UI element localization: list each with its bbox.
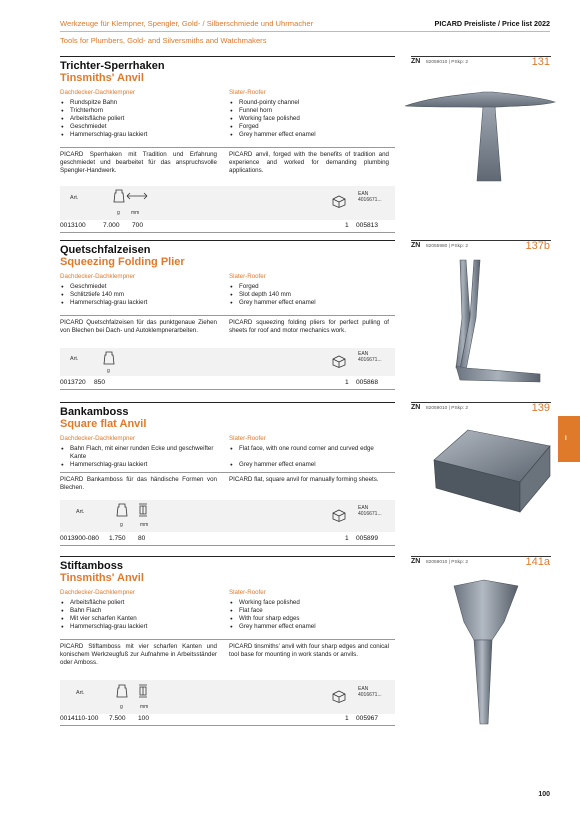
weight-value: 7.500 bbox=[109, 715, 126, 722]
feature-item: ● Schlitztiefe 140 mm bbox=[60, 291, 147, 299]
desc-rule bbox=[60, 472, 395, 473]
ean-label bbox=[358, 351, 382, 363]
category-en: Slater-Roofer bbox=[229, 273, 266, 280]
feature-item: ● Working face polished bbox=[229, 115, 316, 123]
spec-header bbox=[60, 500, 395, 532]
product-title-de: Stiftamboss bbox=[60, 560, 123, 572]
feature-item: ● Round-pointy channel bbox=[229, 99, 316, 107]
art-label: Art. bbox=[76, 690, 85, 696]
ean-title: EAN bbox=[358, 351, 369, 357]
zn-info: 82055980 | PSkp: 2 bbox=[426, 244, 469, 249]
ean-label bbox=[358, 686, 382, 698]
row-rule bbox=[60, 545, 395, 546]
description-en: PICARD anvil, forged with the benefits of tradition and experience and worked for demanding plumbing applications. bbox=[229, 151, 389, 175]
feature-item: ● Working face polished bbox=[229, 599, 316, 607]
package-icon bbox=[332, 690, 346, 703]
art-label: Art. bbox=[76, 509, 85, 515]
product-title-en: Tinsmiths' Anvil bbox=[60, 572, 144, 584]
weight-icon bbox=[113, 189, 125, 203]
description-de: PICARD Sperrhaken mit Tradition und Erfahrung geschmiedet und bearbeitet für das anspruchsvolle Spengler-Handwerk. bbox=[60, 151, 217, 175]
feature-list-de bbox=[60, 283, 147, 307]
feature-item: ● With four sharp edges bbox=[229, 615, 316, 623]
qty-value: 1 bbox=[345, 715, 349, 722]
unit-g: g bbox=[107, 368, 110, 374]
category-en: Slater-Roofer bbox=[229, 435, 266, 442]
unit-g: g bbox=[117, 210, 120, 216]
art-number: 0014110-100 bbox=[60, 715, 99, 722]
length-value: 100 bbox=[138, 715, 150, 722]
length-value: 700 bbox=[132, 222, 144, 229]
package-icon bbox=[332, 355, 346, 368]
desc-rule bbox=[60, 315, 395, 316]
description-en: PICARD tinsmiths' anvil with four sharp edges and conical tool base for mounting in work stands or anvils. bbox=[229, 643, 389, 659]
unit-mm: mm bbox=[140, 704, 149, 710]
feature-list-en bbox=[229, 283, 316, 307]
feature-list-de bbox=[60, 599, 147, 631]
length-value: 80 bbox=[138, 535, 146, 542]
feature-list-de bbox=[60, 445, 220, 469]
weight-value: 1.750 bbox=[109, 535, 126, 542]
category-de: Dachdecker-Dachklempner bbox=[60, 89, 135, 96]
image-head-rule bbox=[411, 56, 551, 57]
feature-item: ● Funnel horn bbox=[229, 107, 316, 115]
spec-header bbox=[60, 348, 395, 376]
feature-item: ● Arbeitsfläche poliert bbox=[60, 115, 147, 123]
art-label: Art. bbox=[70, 356, 79, 362]
product-title-de: Bankamboss bbox=[60, 406, 129, 418]
unit-mm: mm bbox=[131, 210, 140, 216]
product-title-en: Square flat Anvil bbox=[60, 418, 147, 430]
page-reference: 137b bbox=[525, 240, 550, 252]
ean-label bbox=[358, 505, 382, 517]
feature-item: ● Slot depth 140 mm bbox=[229, 291, 316, 299]
package-icon bbox=[332, 195, 346, 208]
row-rule bbox=[60, 725, 395, 726]
feature-item: ● Hammerschlag-grau lackiert bbox=[60, 461, 220, 469]
category-de: Dachdecker-Dachklempner bbox=[60, 435, 135, 442]
image-head-rule bbox=[411, 402, 551, 403]
art-number: 0013100 bbox=[60, 222, 86, 229]
zn-info: 82059010 | PSkp: 2 bbox=[426, 560, 469, 565]
ean-value: 005899 bbox=[356, 535, 379, 542]
bench-anvil-image bbox=[428, 426, 556, 518]
ean-title: EAN bbox=[358, 686, 369, 692]
page-number: 100 bbox=[538, 791, 550, 798]
feature-item: ● Hammerschlag-grau lackiert bbox=[60, 623, 147, 631]
ean-value: 005813 bbox=[356, 222, 379, 229]
weight-value: 7.000 bbox=[103, 222, 120, 229]
feature-item: ● Grey hammer effect enamel bbox=[229, 131, 316, 139]
feature-item: ● Mit vier scharfen Kanten bbox=[60, 615, 147, 623]
ean-label bbox=[358, 191, 382, 203]
row-rule bbox=[60, 232, 395, 233]
desc-rule bbox=[60, 639, 395, 640]
section-rule bbox=[60, 402, 395, 403]
header-title-en: Tools for Plumbers, Gold- and Silversmiths and Watchmakers bbox=[60, 36, 267, 45]
feature-item: ● Geschmiedet bbox=[60, 123, 147, 131]
feature-item: ● Geschmiedet bbox=[60, 283, 147, 291]
description-de: PICARD Stiftamboss mit vier scharfen Kanten und konischem Werkzeugfuß zur Aufnahme in Arbeitsständer oder Amboss. bbox=[60, 643, 217, 667]
zn-code: ZN bbox=[411, 558, 421, 565]
feature-list-de bbox=[60, 99, 147, 139]
feature-item: ● Rundspitze Bahn bbox=[60, 99, 147, 107]
category-de: Dachdecker-Dachklempner bbox=[60, 589, 135, 596]
description-en: PICARD flat, square anvil for manually forming sheets. bbox=[229, 476, 379, 483]
ean-prefix: 4016671... bbox=[358, 692, 382, 698]
feature-item: ● Bahn Flach bbox=[60, 607, 147, 615]
feature-item: ● Trichterhorn bbox=[60, 107, 147, 115]
feature-item: ● Grey hammer effect enamel bbox=[229, 461, 389, 469]
package-icon bbox=[332, 509, 346, 522]
zn-info: 82059010 | PSkp: 2 bbox=[426, 60, 469, 65]
category-en: Slater-Roofer bbox=[229, 89, 266, 96]
ean-value: 005967 bbox=[356, 715, 379, 722]
header-brand: PICARD Preisliste / Price list 2022 bbox=[434, 19, 550, 28]
feature-item: ● Forged bbox=[229, 123, 316, 131]
art-label: Art. bbox=[70, 195, 79, 201]
category-de: Dachdecker-Dachklempner bbox=[60, 273, 135, 280]
row-rule bbox=[60, 389, 395, 390]
ean-title: EAN bbox=[358, 191, 369, 197]
feature-list-en bbox=[229, 99, 316, 139]
unit-g: g bbox=[120, 522, 123, 528]
art-number: 0013720 bbox=[60, 379, 86, 386]
description-de: PICARD Bankamboss für das händische Formen von Blechen. bbox=[60, 476, 217, 492]
header-divider bbox=[60, 31, 550, 32]
art-number: 0013900-080 bbox=[60, 535, 99, 542]
ean-prefix: 4016671... bbox=[358, 197, 382, 203]
ean-prefix: 4016671... bbox=[358, 511, 382, 517]
unit-g: g bbox=[120, 704, 123, 710]
desc-rule bbox=[60, 147, 395, 148]
page-reference: 141a bbox=[525, 556, 550, 568]
feature-item: ● Grey hammer effect enamel bbox=[229, 623, 316, 631]
zn-code: ZN bbox=[411, 58, 421, 65]
feature-item: ● Grey hammer effect enamel bbox=[229, 299, 316, 307]
section-rule bbox=[60, 240, 395, 241]
feature-item: ● Hammerschlag-grau lackiert bbox=[60, 131, 147, 139]
weight-icon bbox=[103, 351, 115, 365]
spec-header bbox=[60, 680, 395, 714]
zn-code: ZN bbox=[411, 242, 421, 249]
page-reference: 131 bbox=[531, 56, 550, 68]
category-en: Slater-Roofer bbox=[229, 589, 266, 596]
product-title-de: Quetschfalzeisen bbox=[60, 244, 151, 256]
feature-item: ● Flat face, with one round corner and curved edge bbox=[229, 445, 389, 453]
weight-value: 850 bbox=[94, 379, 106, 386]
product-title-en: Tinsmiths' Anvil bbox=[60, 72, 144, 84]
qty-value: 1 bbox=[345, 222, 349, 229]
unit-mm: mm bbox=[140, 522, 149, 528]
height-icon bbox=[138, 684, 148, 698]
feature-item: ● Arbeitsfläche poliert bbox=[60, 599, 147, 607]
feature-list-en bbox=[229, 599, 316, 631]
feature-list-en bbox=[229, 445, 389, 469]
zn-info: 82059010 | PSkp: 2 bbox=[426, 406, 469, 411]
zn-code: ZN bbox=[411, 404, 421, 411]
weight-icon bbox=[116, 684, 128, 698]
folding-plier-image bbox=[430, 258, 550, 386]
weight-icon bbox=[116, 503, 128, 517]
qty-value: 1 bbox=[345, 535, 349, 542]
ean-title: EAN bbox=[358, 505, 369, 511]
header-title-de: Werkzeuge für Klempner, Spengler, Gold- / Silberschmiede und Uhrmacher bbox=[60, 19, 314, 28]
feature-item: ● Hammerschlag-grau lackiert bbox=[60, 299, 147, 307]
page-reference: 139 bbox=[531, 402, 550, 414]
anvil-image bbox=[403, 76, 558, 186]
chapter-tab-label: I bbox=[565, 436, 567, 442]
description-en: PICARD squeezing folding pliers for perfect pulling of sheets for roof and motor mechanics work. bbox=[229, 319, 389, 335]
ean-value: 005868 bbox=[356, 379, 379, 386]
product-title-en: Squeezing Folding Plier bbox=[60, 256, 185, 268]
height-icon bbox=[138, 503, 148, 517]
feature-item: ● Flat face bbox=[229, 607, 316, 615]
length-icon bbox=[126, 191, 148, 201]
ean-prefix: 4016671... bbox=[358, 357, 382, 363]
feature-item: ● Bahn Flach, mit einer runden Ecke und geschweifter Kante bbox=[60, 445, 220, 461]
product-title-de: Trichter-Sperrhaken bbox=[60, 60, 165, 72]
qty-value: 1 bbox=[345, 379, 349, 386]
stake-anvil-image bbox=[444, 578, 524, 728]
section-rule bbox=[60, 56, 395, 57]
spec-header bbox=[60, 186, 395, 220]
description-de: PICARD Quetschfalzeisen für das punktgenaue Ziehen von Blechen bei Dach- und Autoklempnerarbeiten. bbox=[60, 319, 217, 335]
section-rule bbox=[60, 556, 395, 557]
chapter-tab[interactable] bbox=[558, 416, 580, 462]
feature-item: ● Forged bbox=[229, 283, 316, 291]
